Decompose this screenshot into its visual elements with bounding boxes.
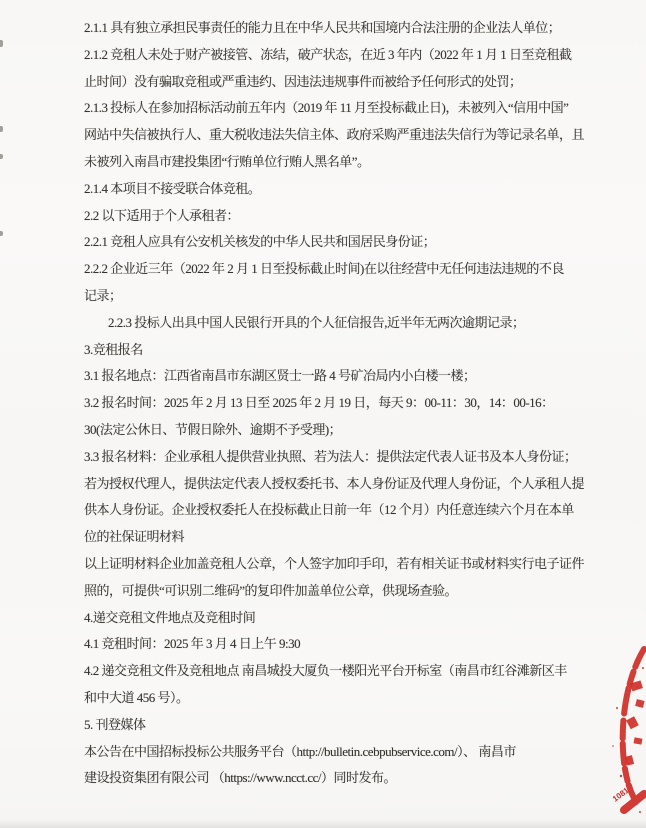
scan-edge-artifact (0, 126, 3, 132)
scan-edge-artifact (0, 231, 3, 236)
doc-line-section-4: 4.递交竞租文件地点及竞租时间 (84, 609, 256, 625)
doc-line: 以上证明材料企业加盖竞租人公章，个人签字加印手印，若有相关证书或材料实行电子证件 (84, 555, 585, 571)
doc-line: 未被列入南昌市建投集团“行贿单位行贿人黑名单”。 (84, 153, 370, 169)
scan-edge-artifact (0, 40, 3, 47)
doc-line: 记录； (84, 287, 122, 303)
document-text (84, 15, 584, 792)
doc-line: 建设投资集团有限公司 （https://www.ncct.cc/）同时发布。 (84, 770, 396, 786)
stamp-digits: 1081 (610, 785, 631, 804)
doc-line: 照的，可提供“可识别二维码”的复印件加盖单位公章，供现场查验。 (84, 582, 458, 598)
doc-line: 2.1.1 具有独立承担民事责任的能力且在中华人民共和国境内合法注册的企业法人单位； (84, 20, 561, 35)
doc-line: 2.1.3 投标人在参加招标活动前五年内（2019 年 11 月至投标截止日)，未被列入“信用中国” (84, 100, 569, 116)
doc-line-section-5: 5. 刊登媒体 (84, 716, 146, 732)
red-seal-stamp-icon (610, 646, 646, 818)
doc-line: 和中大道 456 号）。 (84, 689, 189, 705)
doc-line: 止时间）没有骗取竞租或严重违约、因违法违规事件而被给予任何形式的处罚； (84, 73, 522, 89)
doc-line: 若为授权代理人，提供法定代表人授权委托书、本人身份证及代理人身份证，个人承租人提 (84, 475, 585, 491)
doc-line: 4.1 竞租时间：2025 年 3 月 4 日上午 9:30 (84, 636, 301, 652)
doc-line: 网站中失信被执行人、重大税收违法失信主体、政府采购严重违法失信行为等记录名单，且 (84, 127, 585, 143)
doc-line: 本公告在中国招标投标公共服务平台（http://bulletin.cebpubservice.com/）、 南昌市 (84, 743, 516, 759)
scan-edge-artifact (0, 154, 3, 159)
doc-line: 2.2.1 竞租人应具有公安机关核发的中华人民共和国居民身份证； (84, 234, 436, 250)
doc-line: 4.2 递交竞租文件及竞租地点 南昌城投大厦负一楼阳光平台开标室（南昌市红谷滩新区丰 (84, 663, 567, 679)
doc-line: 2.2.2 企业近三年（2022 年 2 月 1 日至投标截止时间)在以往经营中无任何违法违规的不良 (84, 261, 564, 277)
doc-line: 3.3 报名材料：企业承租人提供营业执照、若为法人：提供法定代表人证书及本人身份证； (84, 448, 577, 464)
doc-line: 30(法定公休日、节假日除外、逾期不予受理)； (84, 421, 342, 437)
doc-line: 2.2.3 投标人出具中国人民银行开具的个人征信报告,近半年无两次逾期记录； (108, 314, 525, 330)
doc-line: 2.2 以下适用于个人承租者： (84, 207, 240, 223)
doc-line-section-3: 3.竞租报名 (84, 341, 143, 357)
doc-line: 3.1 报名地点：江西省南昌市东湖区贤士一路 4 号矿冶局内小白楼一楼； (84, 368, 476, 384)
doc-line: 供本人身份证。企业授权委托人在投标截止日前一年（12 个月）内任意连续六个月在本单 (84, 502, 574, 518)
doc-line: 2.1.2 竞租人未处于财产被接管、冻结，破产状态，在近 3 年内（2022 年 1 月 1 日至竞租截 (84, 46, 572, 62)
doc-line: 位的社保证明材料 (84, 529, 185, 545)
doc-line: 2.1.4 本项目不接受联合体竞租。 (84, 180, 261, 196)
doc-line: 3.2 报名时间：2025 年 2 月 13 日至 2025 年 2 月 19 日，每天 9：00-11：30，14：00-16： (84, 395, 554, 411)
